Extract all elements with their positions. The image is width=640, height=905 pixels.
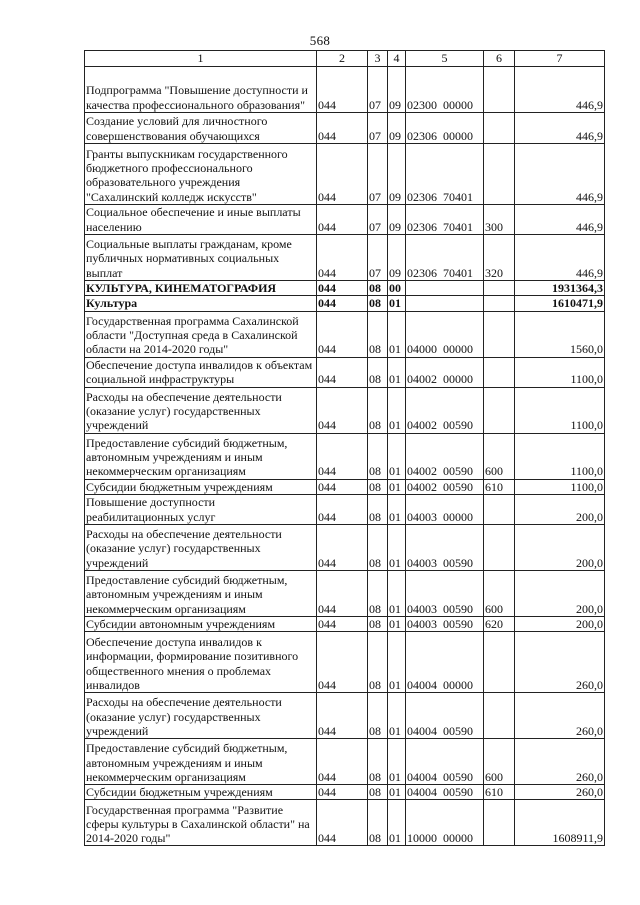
table-header-row — [85, 51, 605, 67]
admin-code-cell: 044 — [317, 235, 368, 281]
table-row — [85, 387, 605, 433]
section-code-cell: 08 — [368, 616, 388, 631]
table-row — [85, 205, 605, 235]
column-header: 4 — [388, 51, 406, 67]
target-article-cell — [406, 281, 484, 296]
admin-code-cell: 044 — [317, 433, 368, 479]
amount-cell: 260,0 — [515, 632, 605, 693]
expense-type-cell — [484, 357, 515, 387]
row-name-cell: Подпрограмма "Повышение доступности и качества профессионального образования" — [85, 67, 317, 113]
amount-cell: 446,9 — [515, 205, 605, 235]
target-article-cell: 04004 00590 — [406, 785, 484, 800]
admin-code-cell: 044 — [317, 616, 368, 631]
admin-code-cell: 044 — [317, 494, 368, 524]
section-code-cell: 07 — [368, 67, 388, 113]
expense-type-cell: 610 — [484, 479, 515, 494]
amount-cell: 260,0 — [515, 785, 605, 800]
row-name-cell: Социальные выплаты гражданам, кроме публичных нормативных социальных выплат — [85, 235, 317, 281]
amount-cell: 1608911,9 — [515, 800, 605, 846]
row-name-cell: Повышение доступности реабилитационных услуг — [85, 494, 317, 524]
row-name-cell: Расходы на обеспечение деятельности (оказание услуг) государственных учреждений — [85, 387, 317, 433]
table-row — [85, 800, 605, 846]
expense-type-cell — [484, 311, 515, 357]
column-header: 6 — [484, 51, 515, 67]
subsection-code-cell: 01 — [388, 311, 406, 357]
admin-code-cell: 044 — [317, 570, 368, 616]
amount-cell: 200,0 — [515, 524, 605, 570]
admin-code-cell: 044 — [317, 205, 368, 235]
row-name-cell: Государственная программа Сахалинской области "Доступная среда в Сахалинской области на 2014-2020 годы" — [85, 311, 317, 357]
target-article-cell: 02306 00000 — [406, 113, 484, 144]
target-article-cell: 04000 00000 — [406, 311, 484, 357]
row-name-cell: Обеспечение доступа инвалидов к объектам социальной инфраструктуры — [85, 357, 317, 387]
row-name-cell: Культура — [85, 296, 317, 311]
admin-code-cell: 044 — [317, 800, 368, 846]
table-row — [85, 67, 605, 113]
section-code-cell: 08 — [368, 281, 388, 296]
subsection-code-cell: 09 — [388, 113, 406, 144]
section-code-cell: 08 — [368, 296, 388, 311]
target-article-cell: 04003 00590 — [406, 524, 484, 570]
expense-type-cell — [484, 693, 515, 739]
target-article-cell: 02300 00000 — [406, 67, 484, 113]
amount-cell: 200,0 — [515, 570, 605, 616]
expense-type-cell: 600 — [484, 739, 515, 785]
admin-code-cell: 044 — [317, 524, 368, 570]
section-code-cell: 08 — [368, 739, 388, 785]
row-name-cell: Субсидии автономным учреждениям — [85, 616, 317, 631]
section-code-cell: 08 — [368, 479, 388, 494]
subsection-code-cell: 01 — [388, 693, 406, 739]
amount-cell: 446,9 — [515, 113, 605, 144]
admin-code-cell: 044 — [317, 311, 368, 357]
column-header: 5 — [406, 51, 484, 67]
row-name-cell: Расходы на обеспечение деятельности (оказание услуг) государственных учреждений — [85, 524, 317, 570]
table-row — [85, 296, 605, 311]
admin-code-cell: 044 — [317, 479, 368, 494]
target-article-cell: 02306 70401 — [406, 235, 484, 281]
column-header: 3 — [368, 51, 388, 67]
table-row — [85, 144, 605, 205]
amount-cell: 1100,0 — [515, 387, 605, 433]
subsection-code-cell: 09 — [388, 144, 406, 205]
row-name-cell: КУЛЬТУРА, КИНЕМАТОГРАФИЯ — [85, 281, 317, 296]
table-row — [85, 524, 605, 570]
subsection-code-cell: 01 — [388, 479, 406, 494]
amount-cell: 200,0 — [515, 494, 605, 524]
row-name-cell: Субсидии бюджетным учреждениям — [85, 785, 317, 800]
subsection-code-cell: 01 — [388, 785, 406, 800]
amount-cell: 260,0 — [515, 739, 605, 785]
subsection-code-cell: 01 — [388, 616, 406, 631]
amount-cell: 1100,0 — [515, 357, 605, 387]
table-row — [85, 739, 605, 785]
table-row — [85, 479, 605, 494]
amount-cell: 1100,0 — [515, 433, 605, 479]
subsection-code-cell: 01 — [388, 494, 406, 524]
budget-table — [84, 50, 605, 846]
table-row — [85, 113, 605, 144]
subsection-code-cell: 01 — [388, 739, 406, 785]
admin-code-cell: 044 — [317, 785, 368, 800]
subsection-code-cell: 01 — [388, 632, 406, 693]
row-name-cell: Социальное обеспечение и иные выплаты населению — [85, 205, 317, 235]
section-code-cell: 08 — [368, 570, 388, 616]
table-row — [85, 281, 605, 296]
amount-cell: 1560,0 — [515, 311, 605, 357]
expense-type-cell — [484, 113, 515, 144]
admin-code-cell: 044 — [317, 144, 368, 205]
subsection-code-cell: 01 — [388, 570, 406, 616]
section-code-cell: 08 — [368, 311, 388, 357]
subsection-code-cell: 01 — [388, 433, 406, 479]
table-row — [85, 357, 605, 387]
subsection-code-cell: 01 — [388, 387, 406, 433]
admin-code-cell: 044 — [317, 739, 368, 785]
amount-cell: 1610471,9 — [515, 296, 605, 311]
admin-code-cell: 044 — [317, 281, 368, 296]
expense-type-cell: 600 — [484, 570, 515, 616]
table-row — [85, 311, 605, 357]
row-name-cell: Обеспечение доступа инвалидов к информации, формирование позитивного общественного мнения о проблемах инвалидов — [85, 632, 317, 693]
admin-code-cell: 044 — [317, 67, 368, 113]
section-code-cell: 08 — [368, 693, 388, 739]
section-code-cell: 07 — [368, 205, 388, 235]
target-article-cell: 04003 00590 — [406, 616, 484, 631]
section-code-cell: 08 — [368, 632, 388, 693]
row-name-cell: Создание условий для личностного совершенствования обучающихся — [85, 113, 317, 144]
section-code-cell: 08 — [368, 433, 388, 479]
target-article-cell: 04002 00000 — [406, 357, 484, 387]
admin-code-cell: 044 — [317, 693, 368, 739]
subsection-code-cell: 00 — [388, 281, 406, 296]
target-article-cell: 04004 00590 — [406, 693, 484, 739]
table-row — [85, 494, 605, 524]
expense-type-cell — [484, 524, 515, 570]
admin-code-cell: 044 — [317, 296, 368, 311]
expense-type-cell — [484, 67, 515, 113]
table-row — [85, 693, 605, 739]
expense-type-cell — [484, 387, 515, 433]
section-code-cell: 07 — [368, 113, 388, 144]
expense-type-cell: 610 — [484, 785, 515, 800]
column-header: 1 — [85, 51, 317, 67]
page-number: 568 — [309, 33, 331, 48]
subsection-code-cell: 01 — [388, 800, 406, 846]
target-article-cell — [406, 296, 484, 311]
column-header: 7 — [515, 51, 605, 67]
expense-type-cell — [484, 494, 515, 524]
target-article-cell: 04004 00000 — [406, 632, 484, 693]
target-article-cell: 10000 00000 — [406, 800, 484, 846]
table-row — [85, 785, 605, 800]
section-code-cell: 07 — [368, 144, 388, 205]
expense-type-cell: 320 — [484, 235, 515, 281]
target-article-cell: 04003 00590 — [406, 570, 484, 616]
table-row — [85, 570, 605, 616]
subsection-code-cell: 01 — [388, 357, 406, 387]
target-article-cell: 04002 00590 — [406, 387, 484, 433]
expense-type-cell — [484, 800, 515, 846]
amount-cell: 1931364,3 — [515, 281, 605, 296]
column-header: 2 — [317, 51, 368, 67]
subsection-code-cell: 09 — [388, 205, 406, 235]
admin-code-cell: 044 — [317, 357, 368, 387]
table-row — [85, 632, 605, 693]
expense-type-cell: 300 — [484, 205, 515, 235]
expense-type-cell — [484, 144, 515, 205]
amount-cell: 446,9 — [515, 235, 605, 281]
table-row — [85, 616, 605, 631]
subsection-code-cell: 01 — [388, 524, 406, 570]
expense-type-cell: 600 — [484, 433, 515, 479]
admin-code-cell: 044 — [317, 632, 368, 693]
target-article-cell: 04002 00590 — [406, 433, 484, 479]
subsection-code-cell: 01 — [388, 296, 406, 311]
row-name-cell: Гранты выпускникам государственного бюджетного профессионального образовательного учреждения "Сахалинский колледж искусств" — [85, 144, 317, 205]
table-body — [85, 67, 605, 846]
section-code-cell: 08 — [368, 800, 388, 846]
section-code-cell: 08 — [368, 387, 388, 433]
table-row — [85, 433, 605, 479]
section-code-cell: 08 — [368, 494, 388, 524]
target-article-cell: 04002 00590 — [406, 479, 484, 494]
subsection-code-cell: 09 — [388, 67, 406, 113]
section-code-cell: 07 — [368, 235, 388, 281]
admin-code-cell: 044 — [317, 113, 368, 144]
row-name-cell: Предоставление субсидий бюджетным, автономным учреждениям и иным некоммерческим организациям — [85, 433, 317, 479]
target-article-cell: 04004 00590 — [406, 739, 484, 785]
amount-cell: 446,9 — [515, 67, 605, 113]
target-article-cell: 02306 70401 — [406, 205, 484, 235]
section-code-cell: 08 — [368, 357, 388, 387]
row-name-cell: Субсидии бюджетным учреждениям — [85, 479, 317, 494]
subsection-code-cell: 09 — [388, 235, 406, 281]
row-name-cell: Государственная программа "Развитие сферы культуры в Сахалинской области" на 2014-2020 годы" — [85, 800, 317, 846]
expense-type-cell — [484, 296, 515, 311]
section-code-cell: 08 — [368, 785, 388, 800]
row-name-cell: Предоставление субсидий бюджетным, автономным учреждениям и иным некоммерческим организациям — [85, 739, 317, 785]
expense-type-cell: 620 — [484, 616, 515, 631]
row-name-cell: Предоставление субсидий бюджетным, автономным учреждениям и иным некоммерческим организациям — [85, 570, 317, 616]
row-name-cell: Расходы на обеспечение деятельности (оказание услуг) государственных учреждений — [85, 693, 317, 739]
amount-cell: 260,0 — [515, 693, 605, 739]
amount-cell: 446,9 — [515, 144, 605, 205]
target-article-cell: 02306 70401 — [406, 144, 484, 205]
amount-cell: 200,0 — [515, 616, 605, 631]
expense-type-cell — [484, 632, 515, 693]
table-row — [85, 235, 605, 281]
section-code-cell: 08 — [368, 524, 388, 570]
amount-cell: 1100,0 — [515, 479, 605, 494]
expense-type-cell — [484, 281, 515, 296]
admin-code-cell: 044 — [317, 387, 368, 433]
target-article-cell: 04003 00000 — [406, 494, 484, 524]
